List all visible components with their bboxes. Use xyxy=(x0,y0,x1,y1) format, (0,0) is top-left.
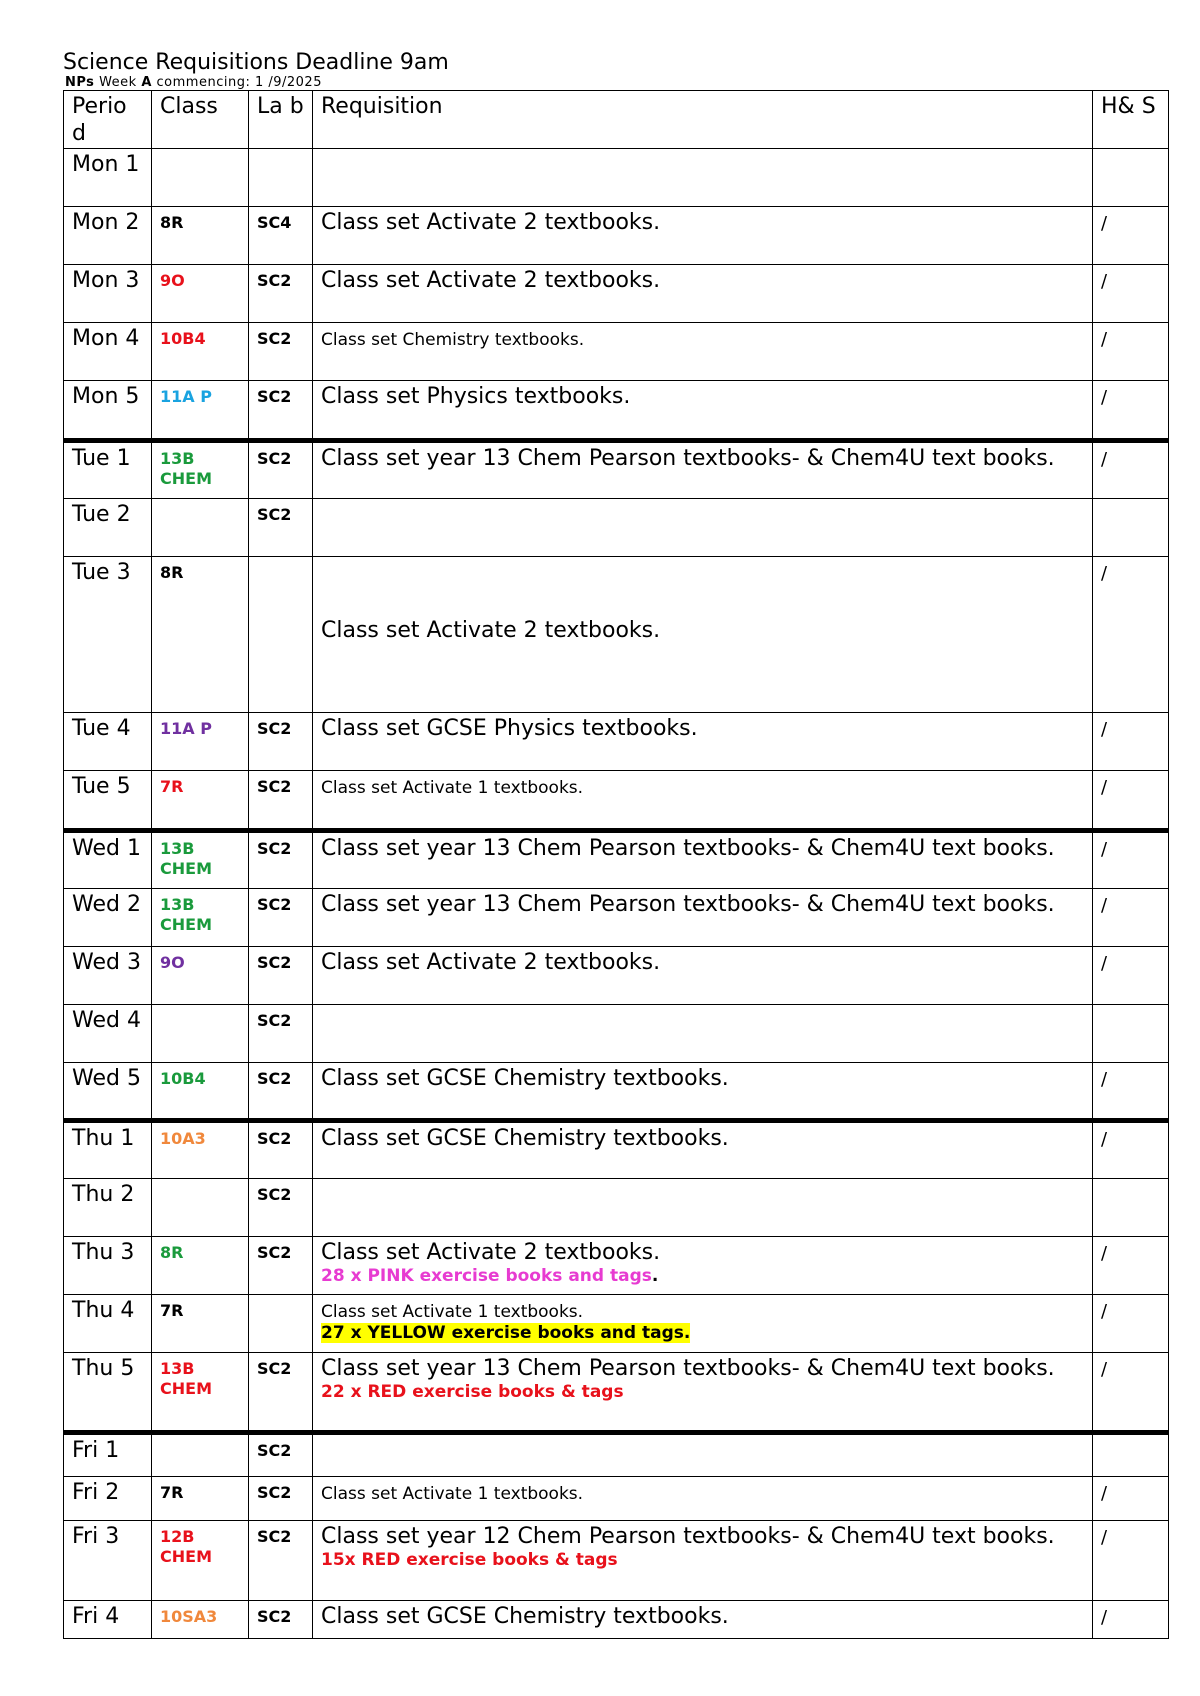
lab-cell-text: SC2 xyxy=(257,329,292,348)
lab-cell xyxy=(249,499,313,557)
period-cell xyxy=(64,149,152,207)
class-cell xyxy=(152,1521,249,1601)
hs-cell xyxy=(1093,1353,1169,1433)
class-cell xyxy=(152,1063,249,1121)
hs-cell xyxy=(1093,149,1169,207)
lab-cell xyxy=(249,1295,313,1353)
lab-cell-text: SC2 xyxy=(257,1011,292,1030)
table-row xyxy=(64,831,1169,889)
page-subtitle xyxy=(65,76,1168,90)
requisition-cell xyxy=(313,1121,1093,1179)
hs-cell xyxy=(1093,1063,1169,1121)
requisition-cell xyxy=(313,381,1093,441)
class-cell-text: 13B CHEM xyxy=(160,839,212,878)
lab-cell-text: SC2 xyxy=(257,895,292,914)
hs-cell xyxy=(1093,1295,1169,1353)
hs-cell xyxy=(1093,831,1169,889)
subtitle-nps: NPs xyxy=(65,75,95,90)
lab-cell-text: SC2 xyxy=(257,1359,292,1378)
lab-cell-text: SC2 xyxy=(257,1441,292,1460)
hs-cell-text: / xyxy=(1101,1129,1108,1150)
class-cell-text: 7R xyxy=(160,1483,184,1502)
period-cell-text: Thu 1 xyxy=(72,1126,135,1151)
table-row xyxy=(64,557,1169,713)
header-period: Perio d xyxy=(64,91,152,149)
requisition-cell-text: Class set Activate 1 textbooks. xyxy=(321,1484,584,1504)
hs-cell xyxy=(1093,947,1169,1005)
requisition-cell-text: Class set Activate 1 textbooks. xyxy=(321,778,584,798)
table-row xyxy=(64,1295,1169,1353)
class-cell-text: 10B4 xyxy=(160,329,206,348)
hs-cell xyxy=(1093,1477,1169,1521)
class-cell xyxy=(152,323,249,381)
period-cell-text: Wed 3 xyxy=(72,950,141,975)
period-cell xyxy=(64,1179,152,1237)
period-cell-text: Fri 2 xyxy=(72,1480,120,1505)
requisition-cell-text: Class set year 13 Chem Pearson textbooks- & Chem4U text books. xyxy=(321,892,1055,917)
class-cell-text: 7R xyxy=(160,1301,184,1320)
subtitle-week: A xyxy=(141,75,152,90)
period-cell-text: Fri 3 xyxy=(72,1524,120,1549)
class-cell xyxy=(152,771,249,831)
hs-cell xyxy=(1093,771,1169,831)
lab-cell xyxy=(249,381,313,441)
table-row xyxy=(64,149,1169,207)
class-cell-text: 13B CHEM xyxy=(160,895,212,934)
lab-cell xyxy=(249,1179,313,1237)
class-cell xyxy=(152,1179,249,1237)
table-row xyxy=(64,207,1169,265)
class-cell xyxy=(152,207,249,265)
period-cell xyxy=(64,557,152,713)
class-cell-text: 12B CHEM xyxy=(160,1527,212,1566)
lab-cell xyxy=(249,265,313,323)
requisition-cell xyxy=(313,947,1093,1005)
period-cell xyxy=(64,1521,152,1601)
requisition-cell xyxy=(313,1237,1093,1295)
requisition-cell xyxy=(313,323,1093,381)
period-cell-text: Mon 3 xyxy=(72,268,140,293)
table-row xyxy=(64,889,1169,947)
class-cell xyxy=(152,1237,249,1295)
period-cell xyxy=(64,207,152,265)
table-row xyxy=(64,381,1169,441)
hs-cell xyxy=(1093,1433,1169,1477)
lab-cell-text: SC2 xyxy=(257,1527,292,1546)
period-cell-text: Tue 1 xyxy=(72,446,131,471)
requisition-cell xyxy=(313,207,1093,265)
hs-cell xyxy=(1093,323,1169,381)
class-cell-text: 9O xyxy=(160,953,185,972)
requisition-cell xyxy=(313,265,1093,323)
period-cell-text: Thu 3 xyxy=(72,1240,135,1265)
period-cell xyxy=(64,1477,152,1521)
period-cell-text: Wed 5 xyxy=(72,1066,141,1091)
hs-cell-text: / xyxy=(1101,953,1108,974)
table-row xyxy=(64,1005,1169,1063)
header-requisition: Requisition xyxy=(313,91,1093,149)
table-row xyxy=(64,1121,1169,1179)
period-cell xyxy=(64,1121,152,1179)
lab-cell xyxy=(249,1433,313,1477)
table-row xyxy=(64,499,1169,557)
class-cell xyxy=(152,1121,249,1179)
period-cell xyxy=(64,1295,152,1353)
exercise-books-note xyxy=(321,1382,1086,1402)
table-row xyxy=(64,1237,1169,1295)
requisition-cell xyxy=(313,1521,1093,1601)
class-cell xyxy=(152,947,249,1005)
requisition-cell-text: Class set year 12 Chem Pearson textbooks- & Chem4U text books. xyxy=(321,1524,1055,1549)
lab-cell xyxy=(249,441,313,499)
class-cell xyxy=(152,1601,249,1639)
requisition-cell-text: Class set GCSE Chemistry textbooks. xyxy=(321,1604,729,1629)
lab-cell xyxy=(249,1005,313,1063)
lab-cell xyxy=(249,1237,313,1295)
exercise-books-note xyxy=(321,1266,1086,1286)
requisition-cell xyxy=(313,499,1093,557)
hs-cell-text: / xyxy=(1101,1483,1108,1504)
requisition-cell xyxy=(313,1477,1093,1521)
lab-cell xyxy=(249,149,313,207)
lab-cell xyxy=(249,1601,313,1639)
hs-cell xyxy=(1093,1237,1169,1295)
requisition-cell xyxy=(313,149,1093,207)
hs-cell-text: / xyxy=(1101,719,1108,740)
class-cell-text: 10B4 xyxy=(160,1069,206,1088)
requisition-cell xyxy=(313,1005,1093,1063)
exercise-books-note-text: 28 x PINK exercise books and tags xyxy=(321,1266,652,1286)
hs-cell-text: / xyxy=(1101,1607,1108,1628)
class-cell-text: 8R xyxy=(160,563,184,582)
period-cell xyxy=(64,1353,152,1433)
requisition-cell-text: Class set year 13 Chem Pearson textbooks- & Chem4U text books. xyxy=(321,446,1055,471)
period-cell xyxy=(64,265,152,323)
lab-cell-text: SC2 xyxy=(257,1069,292,1088)
hs-cell xyxy=(1093,713,1169,771)
class-cell-text: 7R xyxy=(160,777,184,796)
lab-cell-text: SC2 xyxy=(257,449,292,468)
requisition-cell xyxy=(313,713,1093,771)
class-cell-text: 8R xyxy=(160,213,184,232)
hs-cell-text: / xyxy=(1101,271,1108,292)
hs-cell xyxy=(1093,1179,1169,1237)
lab-cell-text: SC2 xyxy=(257,1607,292,1626)
requisition-cell xyxy=(313,1433,1093,1477)
lab-cell-text: SC2 xyxy=(257,505,292,524)
lab-cell xyxy=(249,713,313,771)
class-cell xyxy=(152,149,249,207)
class-cell xyxy=(152,557,249,713)
class-cell-text: 8R xyxy=(160,1243,184,1262)
lab-cell-text: SC2 xyxy=(257,1243,292,1262)
document-page xyxy=(63,50,1168,1639)
subtitle-commencing: commencing: 1 /9/2025 xyxy=(156,75,322,90)
exercise-books-note-text: 22 x RED exercise books & tags xyxy=(321,1382,624,1402)
exercise-books-note-tail: . xyxy=(651,1266,659,1286)
lab-cell xyxy=(249,947,313,1005)
hs-cell-text: / xyxy=(1101,777,1108,798)
hs-cell-text: / xyxy=(1101,449,1108,470)
requisition-cell-text: Class set Activate 2 textbooks. xyxy=(321,1240,661,1265)
exercise-books-note-text: 27 x YELLOW exercise books and tags. xyxy=(321,1323,691,1343)
requisition-cell-text: Class set Activate 2 textbooks. xyxy=(321,268,661,293)
hs-cell xyxy=(1093,1005,1169,1063)
class-cell-text: 9O xyxy=(160,271,185,290)
period-cell xyxy=(64,1005,152,1063)
lab-cell-text: SC2 xyxy=(257,1483,292,1502)
header-hs: H& S xyxy=(1093,91,1169,149)
period-cell xyxy=(64,499,152,557)
hs-cell-text: / xyxy=(1101,1069,1108,1090)
period-cell xyxy=(64,1063,152,1121)
table-row xyxy=(64,1063,1169,1121)
lab-cell xyxy=(249,771,313,831)
table-row xyxy=(64,1521,1169,1601)
requisition-cell xyxy=(313,1353,1093,1433)
table-row xyxy=(64,1477,1169,1521)
requisition-cell-text: Class set Activate 2 textbooks. xyxy=(321,950,661,975)
period-cell-text: Mon 2 xyxy=(72,210,140,235)
hs-cell-text: / xyxy=(1101,213,1108,234)
period-cell-text: Thu 5 xyxy=(72,1356,135,1381)
lab-cell xyxy=(249,557,313,713)
requisition-cell-text: Class set Activate 1 textbooks. xyxy=(321,1302,584,1322)
period-cell-text: Tue 4 xyxy=(72,716,131,741)
class-cell xyxy=(152,381,249,441)
class-cell-text: 10A3 xyxy=(160,1129,206,1148)
exercise-books-note-text: 15x RED exercise books & tags xyxy=(321,1550,618,1570)
period-cell-text: Fri 4 xyxy=(72,1604,120,1629)
exercise-books-note xyxy=(321,1323,1086,1343)
hs-cell-text: / xyxy=(1101,387,1108,408)
table-row xyxy=(64,441,1169,499)
header-row xyxy=(64,91,1169,149)
period-cell-text: Tue 3 xyxy=(72,560,131,585)
period-cell-text: Mon 5 xyxy=(72,384,140,409)
lab-cell-text: SC2 xyxy=(257,839,292,858)
requisition-cell xyxy=(313,1179,1093,1237)
period-cell-text: Wed 1 xyxy=(72,836,141,861)
period-cell-text: Fri 1 xyxy=(72,1438,120,1463)
exercise-books-note xyxy=(321,1550,1086,1570)
lab-cell xyxy=(249,1353,313,1433)
class-cell-text: 13B CHEM xyxy=(160,449,212,488)
class-cell xyxy=(152,1477,249,1521)
class-cell xyxy=(152,713,249,771)
page-title: Science Requisitions Deadline 9am xyxy=(63,50,449,75)
class-cell xyxy=(152,265,249,323)
period-cell xyxy=(64,381,152,441)
period-cell xyxy=(64,771,152,831)
table-row xyxy=(64,1353,1169,1433)
hs-cell-text: / xyxy=(1101,329,1108,350)
requisition-cell xyxy=(313,1295,1093,1353)
period-cell-text: Thu 2 xyxy=(72,1182,135,1207)
class-cell-text: 13B CHEM xyxy=(160,1359,212,1398)
period-cell xyxy=(64,1601,152,1639)
lab-cell xyxy=(249,1063,313,1121)
class-cell-text: 11A P xyxy=(160,387,212,406)
period-cell-text: Wed 2 xyxy=(72,892,141,917)
hs-cell xyxy=(1093,1121,1169,1179)
lab-cell-text: SC2 xyxy=(257,1129,292,1148)
hs-cell-text: / xyxy=(1101,1527,1108,1548)
hs-cell xyxy=(1093,557,1169,713)
requisition-cell-text: Class set GCSE Chemistry textbooks. xyxy=(321,1066,729,1091)
requisition-cell xyxy=(313,831,1093,889)
hs-cell-text: / xyxy=(1101,895,1108,916)
class-cell xyxy=(152,1005,249,1063)
hs-cell xyxy=(1093,1601,1169,1639)
hs-cell-text: / xyxy=(1101,1243,1108,1264)
class-cell xyxy=(152,1433,249,1477)
requisition-cell xyxy=(313,441,1093,499)
hs-cell-text: / xyxy=(1101,839,1108,860)
period-cell-text: Tue 5 xyxy=(72,774,131,799)
table-row xyxy=(64,771,1169,831)
table-row xyxy=(64,323,1169,381)
requisition-cell-text: Class set Activate 2 textbooks. xyxy=(321,618,661,643)
period-cell xyxy=(64,441,152,499)
lab-cell xyxy=(249,1477,313,1521)
class-cell-text: 11A P xyxy=(160,719,212,738)
lab-cell-text: SC2 xyxy=(257,387,292,406)
hs-cell xyxy=(1093,207,1169,265)
class-cell xyxy=(152,831,249,889)
class-cell-text: 10SA3 xyxy=(160,1607,218,1626)
table-row xyxy=(64,1601,1169,1639)
period-cell xyxy=(64,1433,152,1477)
requisition-cell-text: Class set year 13 Chem Pearson textbooks- & Chem4U text books. xyxy=(321,1356,1055,1381)
header-lab: La b xyxy=(249,91,313,149)
period-cell xyxy=(64,947,152,1005)
period-cell xyxy=(64,323,152,381)
lab-cell xyxy=(249,889,313,947)
lab-cell xyxy=(249,323,313,381)
requisition-cell-text: Class set Physics textbooks. xyxy=(321,384,631,409)
requisition-cell-text: Class set GCSE Physics textbooks. xyxy=(321,716,698,741)
class-cell xyxy=(152,889,249,947)
lab-cell-text: SC2 xyxy=(257,777,292,796)
table-row xyxy=(64,1179,1169,1237)
requisition-cell xyxy=(313,1601,1093,1639)
hs-cell-text: / xyxy=(1101,563,1108,584)
period-cell xyxy=(64,1237,152,1295)
requisition-cell-text: Class set Activate 2 textbooks. xyxy=(321,210,661,235)
lab-cell xyxy=(249,831,313,889)
lab-cell-text: SC2 xyxy=(257,271,292,290)
hs-cell xyxy=(1093,889,1169,947)
period-cell xyxy=(64,713,152,771)
table-row xyxy=(64,1433,1169,1477)
table-row xyxy=(64,947,1169,1005)
requisition-cell xyxy=(313,771,1093,831)
requisition-table xyxy=(63,90,1169,1639)
period-cell-text: Wed 4 xyxy=(72,1008,141,1033)
class-cell xyxy=(152,1295,249,1353)
period-cell-text: Tue 2 xyxy=(72,502,131,527)
header-class: Class xyxy=(152,91,249,149)
table-row xyxy=(64,713,1169,771)
subtitle-week-label: Week xyxy=(99,75,137,90)
period-cell-text: Mon 4 xyxy=(72,326,140,351)
hs-cell-text: / xyxy=(1101,1359,1108,1380)
hs-cell xyxy=(1093,1521,1169,1601)
requisition-cell-text: Class set Chemistry textbooks. xyxy=(321,330,585,350)
period-cell xyxy=(64,889,152,947)
lab-cell xyxy=(249,207,313,265)
lab-cell xyxy=(249,1521,313,1601)
hs-cell xyxy=(1093,265,1169,323)
hs-cell-text: / xyxy=(1101,1301,1108,1322)
lab-cell-text: SC4 xyxy=(257,213,292,232)
lab-cell-text: SC2 xyxy=(257,953,292,972)
lab-cell-text: SC2 xyxy=(257,719,292,738)
period-cell-text: Mon 1 xyxy=(72,152,140,177)
class-cell xyxy=(152,441,249,499)
period-cell xyxy=(64,831,152,889)
requisition-cell-text: Class set GCSE Chemistry textbooks. xyxy=(321,1126,729,1151)
lab-cell xyxy=(249,1121,313,1179)
hs-cell xyxy=(1093,381,1169,441)
hs-cell xyxy=(1093,499,1169,557)
requisition-cell xyxy=(313,889,1093,947)
requisition-cell xyxy=(313,1063,1093,1121)
requisition-cell-text: Class set year 13 Chem Pearson textbooks- & Chem4U text books. xyxy=(321,836,1055,861)
table-row xyxy=(64,265,1169,323)
requisition-cell xyxy=(313,557,1093,713)
lab-cell-text: SC2 xyxy=(257,1185,292,1204)
class-cell xyxy=(152,1353,249,1433)
hs-cell xyxy=(1093,441,1169,499)
period-cell-text: Thu 4 xyxy=(72,1298,135,1323)
class-cell xyxy=(152,499,249,557)
